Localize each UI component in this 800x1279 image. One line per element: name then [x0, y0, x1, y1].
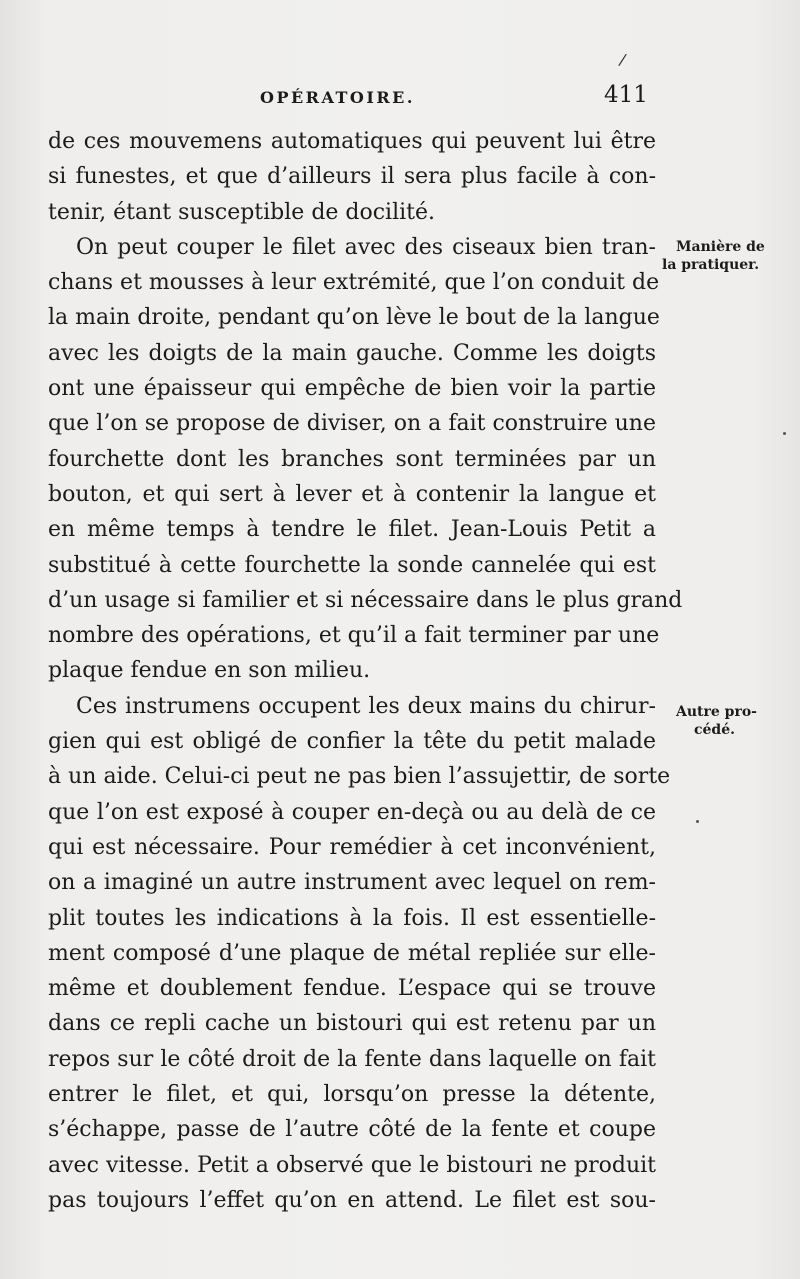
text-line: On peut couper le filet avec des ciseaux bien tran- — [76, 234, 656, 260]
text-line: on a imaginé un autre instrument avec lequel on rem- — [48, 870, 656, 896]
body-text — [48, 124, 683, 1218]
paragraph-1 — [48, 124, 656, 230]
text-line: Ces instrumens occupent les deux mains du chirur- — [76, 693, 656, 719]
margin-note-line: cédé. — [694, 722, 736, 738]
text-line: substitué à cette fourchette la sonde cannelée qui est — [48, 552, 656, 578]
margin-note-line: la pratiquer. — [662, 257, 760, 273]
text-line: ont une épaisseur qui empêche de bien voir la partie — [48, 376, 656, 402]
margin-note-line: Manière de — [676, 239, 765, 255]
paragraph-2 — [48, 230, 683, 689]
text-line: que l’on se propose de diviser, on a fait construire une — [48, 411, 656, 437]
text-line: qui est nécessaire. Pour remédier à cet inconvénient, — [48, 834, 656, 860]
text-line: bouton, et qui sert à lever et à contenir la langue et — [48, 481, 656, 507]
text-line: avec les doigts de la main gauche. Comme les doigts — [48, 340, 656, 366]
text-line: nombre des opérations, et qu’il a fait terminer par une — [48, 623, 660, 649]
text-line: s’échappe, passe de l’autre côté de la fente et coupe — [48, 1117, 656, 1143]
text-line: tenir, étant susceptible de docilité. — [48, 199, 436, 225]
text-line: en même temps à tendre le filet. Jean-Louis Petit a — [48, 517, 656, 543]
margin-note-maniere — [662, 238, 765, 274]
text-line: repos sur le côté droit de la fente dans laquelle on fait — [48, 1046, 656, 1072]
text-line: ment composé d’une plaque de métal repliée sur elle- — [48, 940, 656, 966]
text-line: d’un usage si familier et si nécessaire dans le plus grand — [48, 587, 683, 613]
text-line: entrer le filet, et qui, lorsqu’on presse la détente, — [48, 1082, 656, 1108]
text-line: avec vitesse. Petit a observé que le bistouri ne produit — [48, 1152, 656, 1178]
text-line: si funestes, et que d’ailleurs il sera plus facile à con- — [48, 164, 656, 190]
margin-note-line: Autre pro- — [676, 704, 757, 720]
margin-note-autre-procede — [676, 703, 757, 739]
paragraph-3 — [48, 689, 671, 1218]
ink-speck — [783, 432, 786, 435]
text-line: à un aide. Celui-ci peut ne pas bien l’assujettir, de sorte — [48, 764, 671, 790]
text-line: gien qui est obligé de confier la tête du petit malade — [48, 729, 656, 755]
text-line: de ces mouvemens automatiques qui peuvent lui être — [48, 129, 656, 154]
ink-speck — [696, 820, 699, 823]
text-line: même et doublement fendue. L’espace qui se trouve — [48, 976, 656, 1002]
text-line: pas toujours l’effet qu’on en attend. Le filet est sou- — [48, 1187, 656, 1213]
text-line: plit toutes les indications à la fois. Il est essentielle- — [48, 905, 656, 931]
text-line: plaque fendue en son milieu. — [48, 658, 371, 684]
running-title: OPÉRATOIRE. — [260, 88, 415, 107]
text-line: que l’on est exposé à couper en-deçà ou au delà de ce — [48, 799, 656, 825]
text-line: la main droite, pendant qu’on lève le bout de la langue — [48, 305, 660, 331]
text-line: dans ce repli cache un bistouri qui est retenu par un — [48, 1011, 656, 1037]
text-line: fourchette dont les branches sont terminées par un — [48, 446, 656, 472]
page-number: 411 — [604, 82, 648, 108]
text-line: chans et mousses à leur extrémité, que l’on conduit de — [48, 270, 660, 296]
ink-mark: / — [617, 49, 628, 70]
